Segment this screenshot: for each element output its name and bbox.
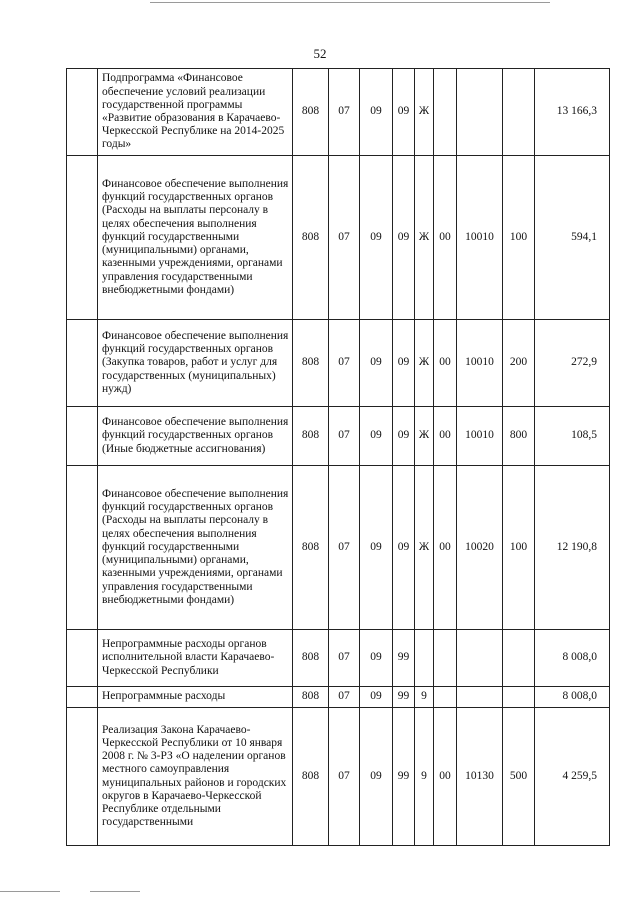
scan-artifact-line xyxy=(0,891,60,892)
admin-code-cell: 808 xyxy=(293,407,329,466)
section-cell: 07 xyxy=(329,708,360,846)
direction-cell xyxy=(457,630,503,687)
section-cell: 07 xyxy=(329,630,360,687)
table-row xyxy=(67,630,610,687)
direction-cell: 10130 xyxy=(457,708,503,846)
number-cell xyxy=(67,630,98,687)
section-cell: 07 xyxy=(329,156,360,320)
expense-type-cell: 100 xyxy=(503,466,535,630)
table-row xyxy=(67,407,610,466)
subprogram-cell: Ж xyxy=(415,156,434,320)
admin-code-cell: 808 xyxy=(293,156,329,320)
admin-code-cell: 808 xyxy=(293,69,329,156)
expense-type-cell xyxy=(503,69,535,156)
admin-code-cell: 808 xyxy=(293,466,329,630)
expense-type-cell: 500 xyxy=(503,708,535,846)
admin-code-cell: 808 xyxy=(293,630,329,687)
main-event-cell xyxy=(434,630,457,687)
section-cell: 07 xyxy=(329,466,360,630)
number-cell xyxy=(67,69,98,156)
program-cell: 99 xyxy=(393,687,415,708)
amount-cell: 12 190,8 xyxy=(535,466,610,630)
subprogram-cell: Ж xyxy=(415,466,434,630)
number-cell xyxy=(67,156,98,320)
main-event-cell: 00 xyxy=(434,708,457,846)
subprogram-cell: 9 xyxy=(415,687,434,708)
program-cell: 09 xyxy=(393,156,415,320)
subprogram-cell xyxy=(415,630,434,687)
expense-type-cell xyxy=(503,687,535,708)
number-cell xyxy=(67,407,98,466)
direction-cell: 10020 xyxy=(457,466,503,630)
section-cell: 07 xyxy=(329,320,360,407)
table-row xyxy=(67,156,610,320)
subsection-cell: 09 xyxy=(360,69,393,156)
section-cell: 07 xyxy=(329,69,360,156)
item-name-cell: Непрограммные расходы xyxy=(98,687,293,708)
amount-cell: 108,5 xyxy=(535,407,610,466)
direction-cell: 10010 xyxy=(457,156,503,320)
item-name-cell: Финансовое обеспечение выполнения функций государственных органов (Иные бюджетные ассигнования) xyxy=(98,407,293,466)
admin-code-cell: 808 xyxy=(293,320,329,407)
subprogram-cell: Ж xyxy=(415,320,434,407)
table-row xyxy=(67,69,610,156)
item-name-cell: Финансовое обеспечение выполнения функций государственных органов (Закупка товаров, работ и услуг для государственных (муниципальных) нужд) xyxy=(98,320,293,407)
section-cell: 07 xyxy=(329,407,360,466)
subsection-cell: 09 xyxy=(360,156,393,320)
main-event-cell xyxy=(434,687,457,708)
section-cell: 07 xyxy=(329,687,360,708)
main-event-cell: 00 xyxy=(434,156,457,320)
main-event-cell: 00 xyxy=(434,320,457,407)
program-cell: 09 xyxy=(393,466,415,630)
subprogram-cell: 9 xyxy=(415,708,434,846)
amount-cell: 13 166,3 xyxy=(535,69,610,156)
program-cell: 99 xyxy=(393,630,415,687)
subsection-cell: 09 xyxy=(360,708,393,846)
number-cell xyxy=(67,708,98,846)
main-event-cell: 00 xyxy=(434,407,457,466)
number-cell xyxy=(67,687,98,708)
amount-cell: 8 008,0 xyxy=(535,630,610,687)
program-cell: 09 xyxy=(393,320,415,407)
table-row xyxy=(67,687,610,708)
direction-cell: 10010 xyxy=(457,407,503,466)
subsection-cell: 09 xyxy=(360,466,393,630)
subsection-cell: 09 xyxy=(360,320,393,407)
expense-type-cell: 800 xyxy=(503,407,535,466)
subsection-cell: 09 xyxy=(360,630,393,687)
direction-cell xyxy=(457,687,503,708)
subprogram-cell: Ж xyxy=(415,69,434,156)
amount-cell: 8 008,0 xyxy=(535,687,610,708)
expense-type-cell: 100 xyxy=(503,156,535,320)
subsection-cell: 09 xyxy=(360,407,393,466)
expense-type-cell xyxy=(503,630,535,687)
subprogram-cell: Ж xyxy=(415,407,434,466)
main-event-cell: 00 xyxy=(434,466,457,630)
item-name-cell: Непрограммные расходы органов исполнительной власти Карачаево-Черкесской Республики xyxy=(98,630,293,687)
item-name-cell: Финансовое обеспечение выполнения функций государственных органов (Расходы на выплаты персоналу в целях обеспечения выполнения функций государственными (муниципальными) органами, казенными учреждениями, органами управления государственными внебюджетными фондами) xyxy=(98,156,293,320)
admin-code-cell: 808 xyxy=(293,687,329,708)
item-name-cell: Реализация Закона Карачаево-Черкесской Республики от 10 января 2008 г. № 3-РЗ «О наделении органов местного самоуправления муниципальных районов и городских округов в Карачаево-Черкесской Республике отдельными государственными xyxy=(98,708,293,846)
table-row xyxy=(67,708,610,846)
scan-artifact-line xyxy=(90,891,140,892)
scan-artifact-line xyxy=(150,2,550,3)
budget-table xyxy=(66,68,610,846)
subsection-cell: 09 xyxy=(360,687,393,708)
amount-cell: 272,9 xyxy=(535,320,610,407)
admin-code-cell: 808 xyxy=(293,708,329,846)
direction-cell xyxy=(457,69,503,156)
amount-cell: 4 259,5 xyxy=(535,708,610,846)
program-cell: 09 xyxy=(393,407,415,466)
expense-type-cell: 200 xyxy=(503,320,535,407)
number-cell xyxy=(67,466,98,630)
item-name-cell: Подпрограмма «Финансовое обеспечение условий реализации государственной программы «Развитие образования в Карачаево-Черкесской Республике на 2014-2025 годы» xyxy=(98,69,293,156)
direction-cell: 10010 xyxy=(457,320,503,407)
amount-cell: 594,1 xyxy=(535,156,610,320)
page-number: 52 xyxy=(313,46,327,61)
table-row xyxy=(67,320,610,407)
main-event-cell xyxy=(434,69,457,156)
number-cell xyxy=(67,320,98,407)
item-name-cell: Финансовое обеспечение выполнения функций государственных органов (Расходы на выплаты персоналу в целях обеспечения выполнения функций государственными (муниципальными) органами, казенными учреждениями, органами управления государственными внебюджетными фондами) xyxy=(98,466,293,630)
program-cell: 99 xyxy=(393,708,415,846)
program-cell: 09 xyxy=(393,69,415,156)
table-row xyxy=(67,466,610,630)
